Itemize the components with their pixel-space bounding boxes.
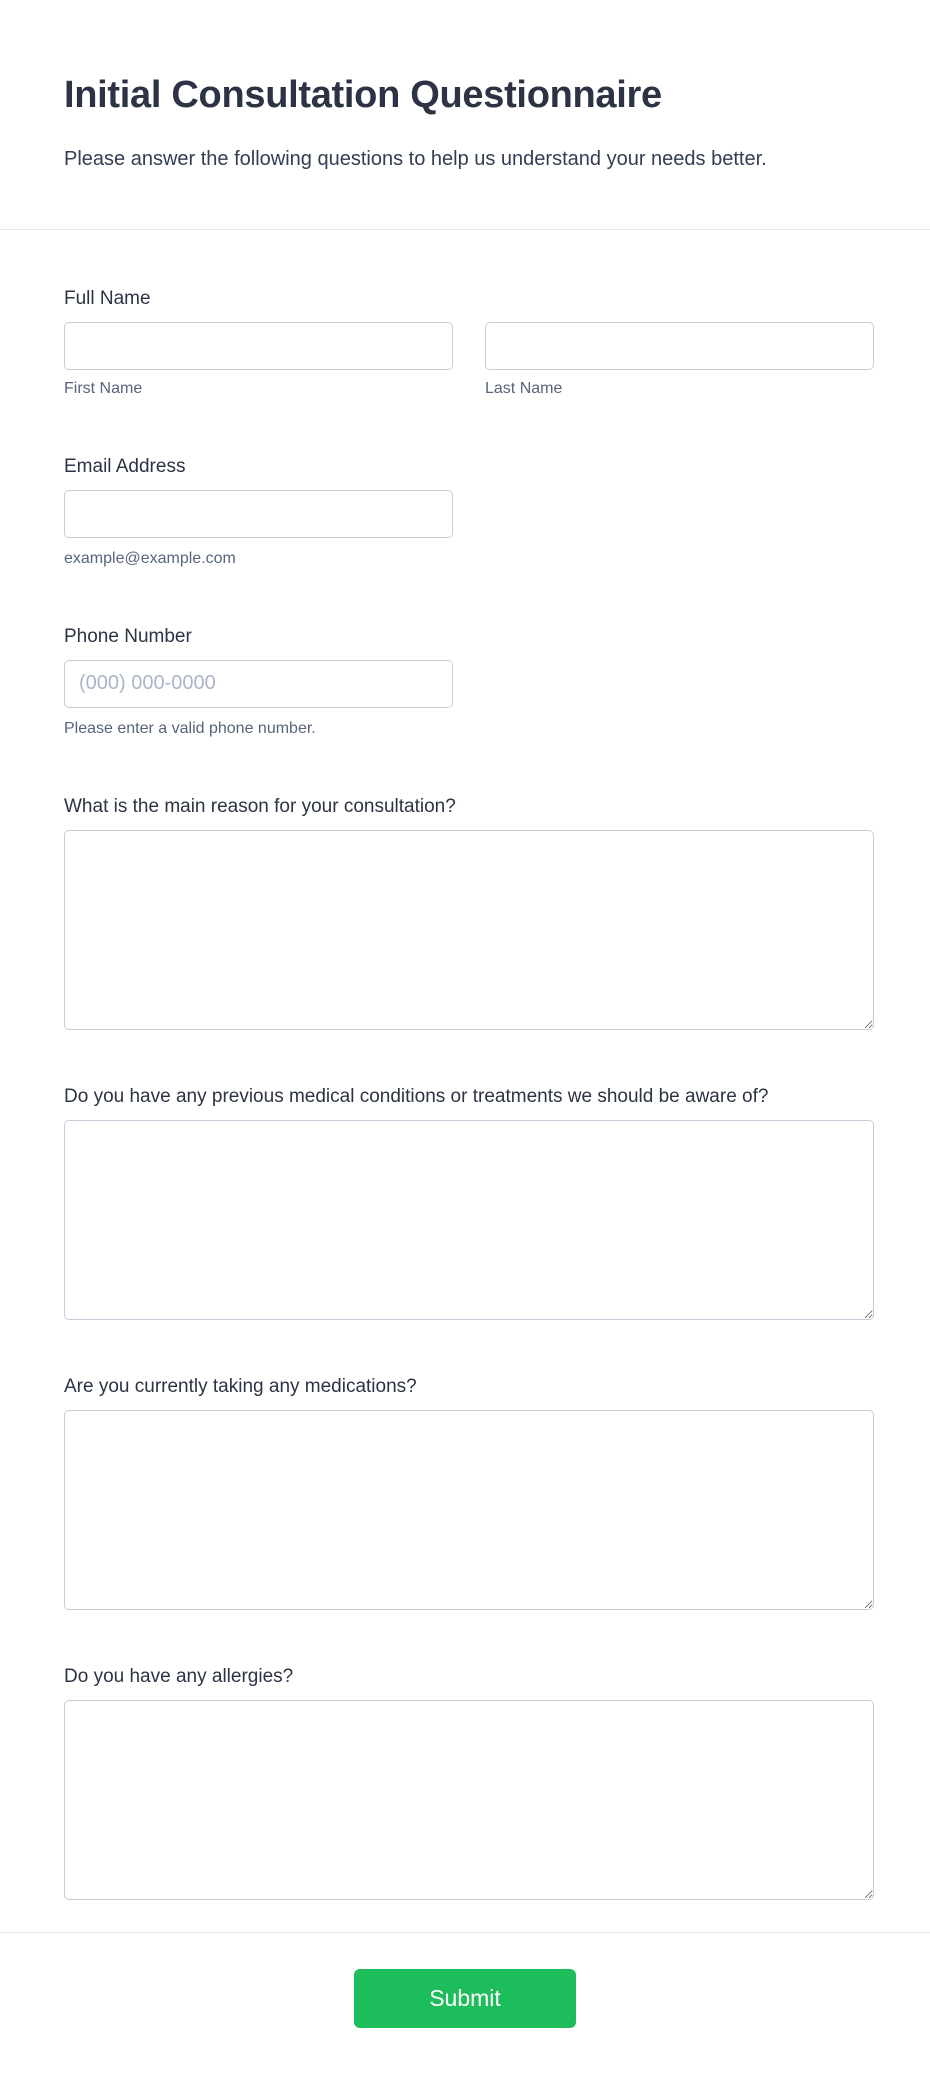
field-group-phone — [64, 624, 874, 740]
question-medications-textarea[interactable] — [64, 1410, 874, 1610]
question-reason-label: What is the main reason for your consultation? — [64, 795, 456, 817]
last-name-sublabel: Last Name — [485, 379, 563, 397]
question-conditions-textarea[interactable] — [64, 1120, 874, 1320]
email-input[interactable] — [64, 490, 453, 538]
email-helper-text: example@example.com — [64, 549, 236, 567]
first-name-column — [64, 322, 453, 400]
field-group-full-name — [64, 286, 874, 400]
full-name-label: Full Name — [64, 287, 151, 309]
form-body — [0, 230, 930, 1900]
submit-section — [0, 1933, 930, 2078]
phone-helper-text: Please enter a valid phone number. — [64, 719, 316, 737]
form-header — [0, 0, 930, 173]
email-label: Email Address — [64, 455, 186, 477]
name-row — [64, 322, 874, 400]
field-group-question-reason — [64, 794, 874, 1030]
first-name-sublabel: First Name — [64, 379, 143, 397]
field-group-question-medications — [64, 1374, 874, 1610]
question-reason-textarea[interactable] — [64, 830, 874, 1030]
field-group-email — [64, 454, 874, 570]
question-allergies-textarea[interactable] — [64, 1700, 874, 1900]
last-name-column — [485, 322, 874, 400]
phone-label: Phone Number — [64, 625, 192, 647]
submit-button[interactable]: Submit — [354, 1969, 576, 2028]
page-title: Initial Consultation Questionnaire — [64, 74, 662, 117]
page-subtitle: Please answer the following questions to help us understand your needs better. — [64, 147, 767, 170]
question-conditions-label: Do you have any previous medical conditions or treatments we should be aware of? — [64, 1085, 769, 1107]
first-name-input[interactable] — [64, 322, 453, 370]
field-group-question-conditions — [64, 1084, 874, 1320]
last-name-input[interactable] — [485, 322, 874, 370]
phone-input[interactable] — [64, 660, 453, 708]
field-group-question-allergies — [64, 1664, 874, 1900]
question-medications-label: Are you currently taking any medications? — [64, 1375, 417, 1397]
question-allergies-label: Do you have any allergies? — [64, 1665, 294, 1687]
